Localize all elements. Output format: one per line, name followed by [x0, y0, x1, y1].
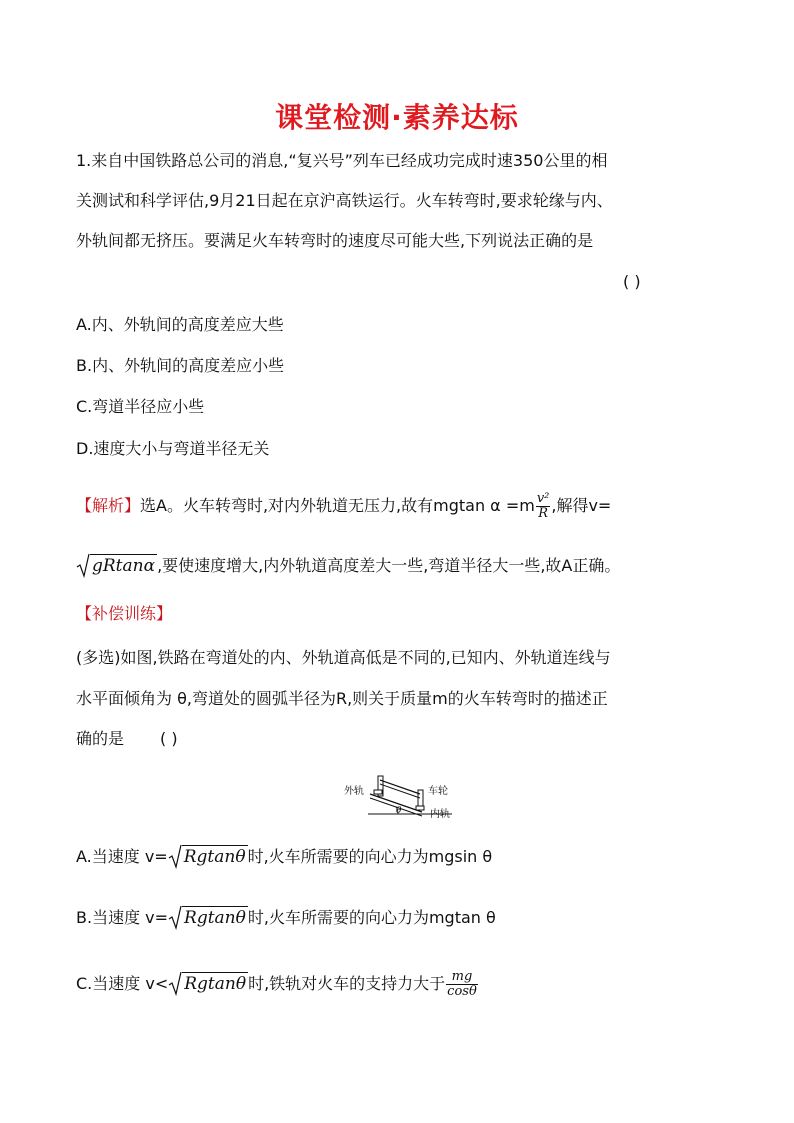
- supplement-line-1: (多选)如图,铁路在弯道处的内、外轨道高低是不同的,已知内、外轨道连线与: [76, 648, 611, 667]
- option-b-suffix: 时,火车所需要的向心力为mgtan θ: [247, 908, 496, 927]
- supplement-line-3-text: 确的是: [76, 729, 125, 748]
- analysis-label: 【解析】: [76, 496, 141, 515]
- supplement-line-3: [76, 729, 178, 749]
- option-a-prefix: A.当速度 v=: [76, 847, 168, 866]
- page-title: 课堂检测·素养达标: [275, 101, 519, 134]
- analysis-line-1: [76, 492, 611, 521]
- option-c-fraction-denominator: cosθ: [447, 984, 477, 999]
- question-1-line-1: 1.来自中国铁路总公司的消息,“复兴号”列车已经成功完成时速350公里的相: [76, 151, 608, 170]
- option-c-prefix: C.当速度 v<: [76, 974, 169, 993]
- wheel-label: 车轮: [428, 786, 448, 797]
- option-c-radicand: Rgtanθ: [184, 974, 247, 994]
- option-a-sqrt: [168, 845, 248, 867]
- sqrt-sign-icon: [76, 552, 90, 578]
- sqrt-sign-icon: [168, 904, 182, 930]
- question-1-answer-bracket: ( ): [623, 272, 641, 291]
- option-a-suffix: 时,火车所需要的向心力为mgsin θ: [247, 847, 493, 866]
- supplement-option-b: [76, 906, 496, 928]
- analysis-line-2: [76, 554, 620, 576]
- sqrt-radicand: gRtanα: [92, 556, 156, 576]
- question-1-line-2: 关测试和科学评估,9月21日起在京沪高铁运行。火车转弯时,要求轮缘与内、: [76, 191, 613, 210]
- theta-angle-label: θ: [396, 806, 402, 816]
- option-a-radicand: Rgtanθ: [183, 847, 246, 867]
- option-b-prefix: B.当速度 v=: [76, 908, 169, 927]
- analysis-text-1: 选A。火车转弯时,对内外轨道无压力,故有mgtan α =m: [140, 496, 535, 515]
- sqrt-sign-icon: [168, 970, 182, 996]
- option-b: B.内、外轨间的高度差应小些: [76, 356, 285, 375]
- option-c-sqrt: [168, 972, 248, 994]
- supplement-line-2: 水平面倾角为 θ,弯道处的圆弧半径为R,则关于质量m的火车转弯时的描述正: [76, 689, 608, 708]
- option-c-suffix: 时,铁轨对火车的支持力大于: [248, 974, 446, 993]
- analysis-fraction: [536, 492, 551, 521]
- option-b-sqrt: [168, 906, 248, 928]
- option-b-radicand: Rgtanθ: [184, 908, 246, 928]
- option-c: C.弯道半径应小些: [76, 397, 205, 416]
- supplement-label: 【补偿训练】: [76, 604, 173, 623]
- railway-curve-diagram: [340, 768, 460, 820]
- fraction-denominator: R: [536, 506, 551, 521]
- supplement-option-c: [76, 970, 479, 999]
- option-d: D.速度大小与弯道半径无关: [76, 439, 270, 458]
- option-c-fraction-numerator: mg: [451, 969, 473, 984]
- option-c-fraction: [446, 970, 478, 999]
- inner-rail-label: 内轨: [430, 809, 450, 820]
- analysis-text-2: ,要使速度增大,内外轨道高度差大一些,弯道半径大一些,故A正确。: [157, 556, 621, 575]
- analysis-text-1-end: ,解得v=: [551, 496, 612, 515]
- outer-rail-label: 外轨: [344, 786, 364, 797]
- supplement-option-a: [76, 845, 492, 867]
- sqrt-sign-icon: [168, 843, 182, 869]
- fraction-numerator: v²: [536, 491, 550, 506]
- question-1-line-3: 外轨间都无挤压。要满足火车转弯时的速度尽可能大些,下列说法正确的是: [76, 231, 594, 250]
- sqrt-expression: [76, 554, 157, 576]
- supplement-answer-bracket: ( ): [160, 729, 178, 748]
- option-a: A.内、外轨间的高度差应大些: [76, 315, 284, 334]
